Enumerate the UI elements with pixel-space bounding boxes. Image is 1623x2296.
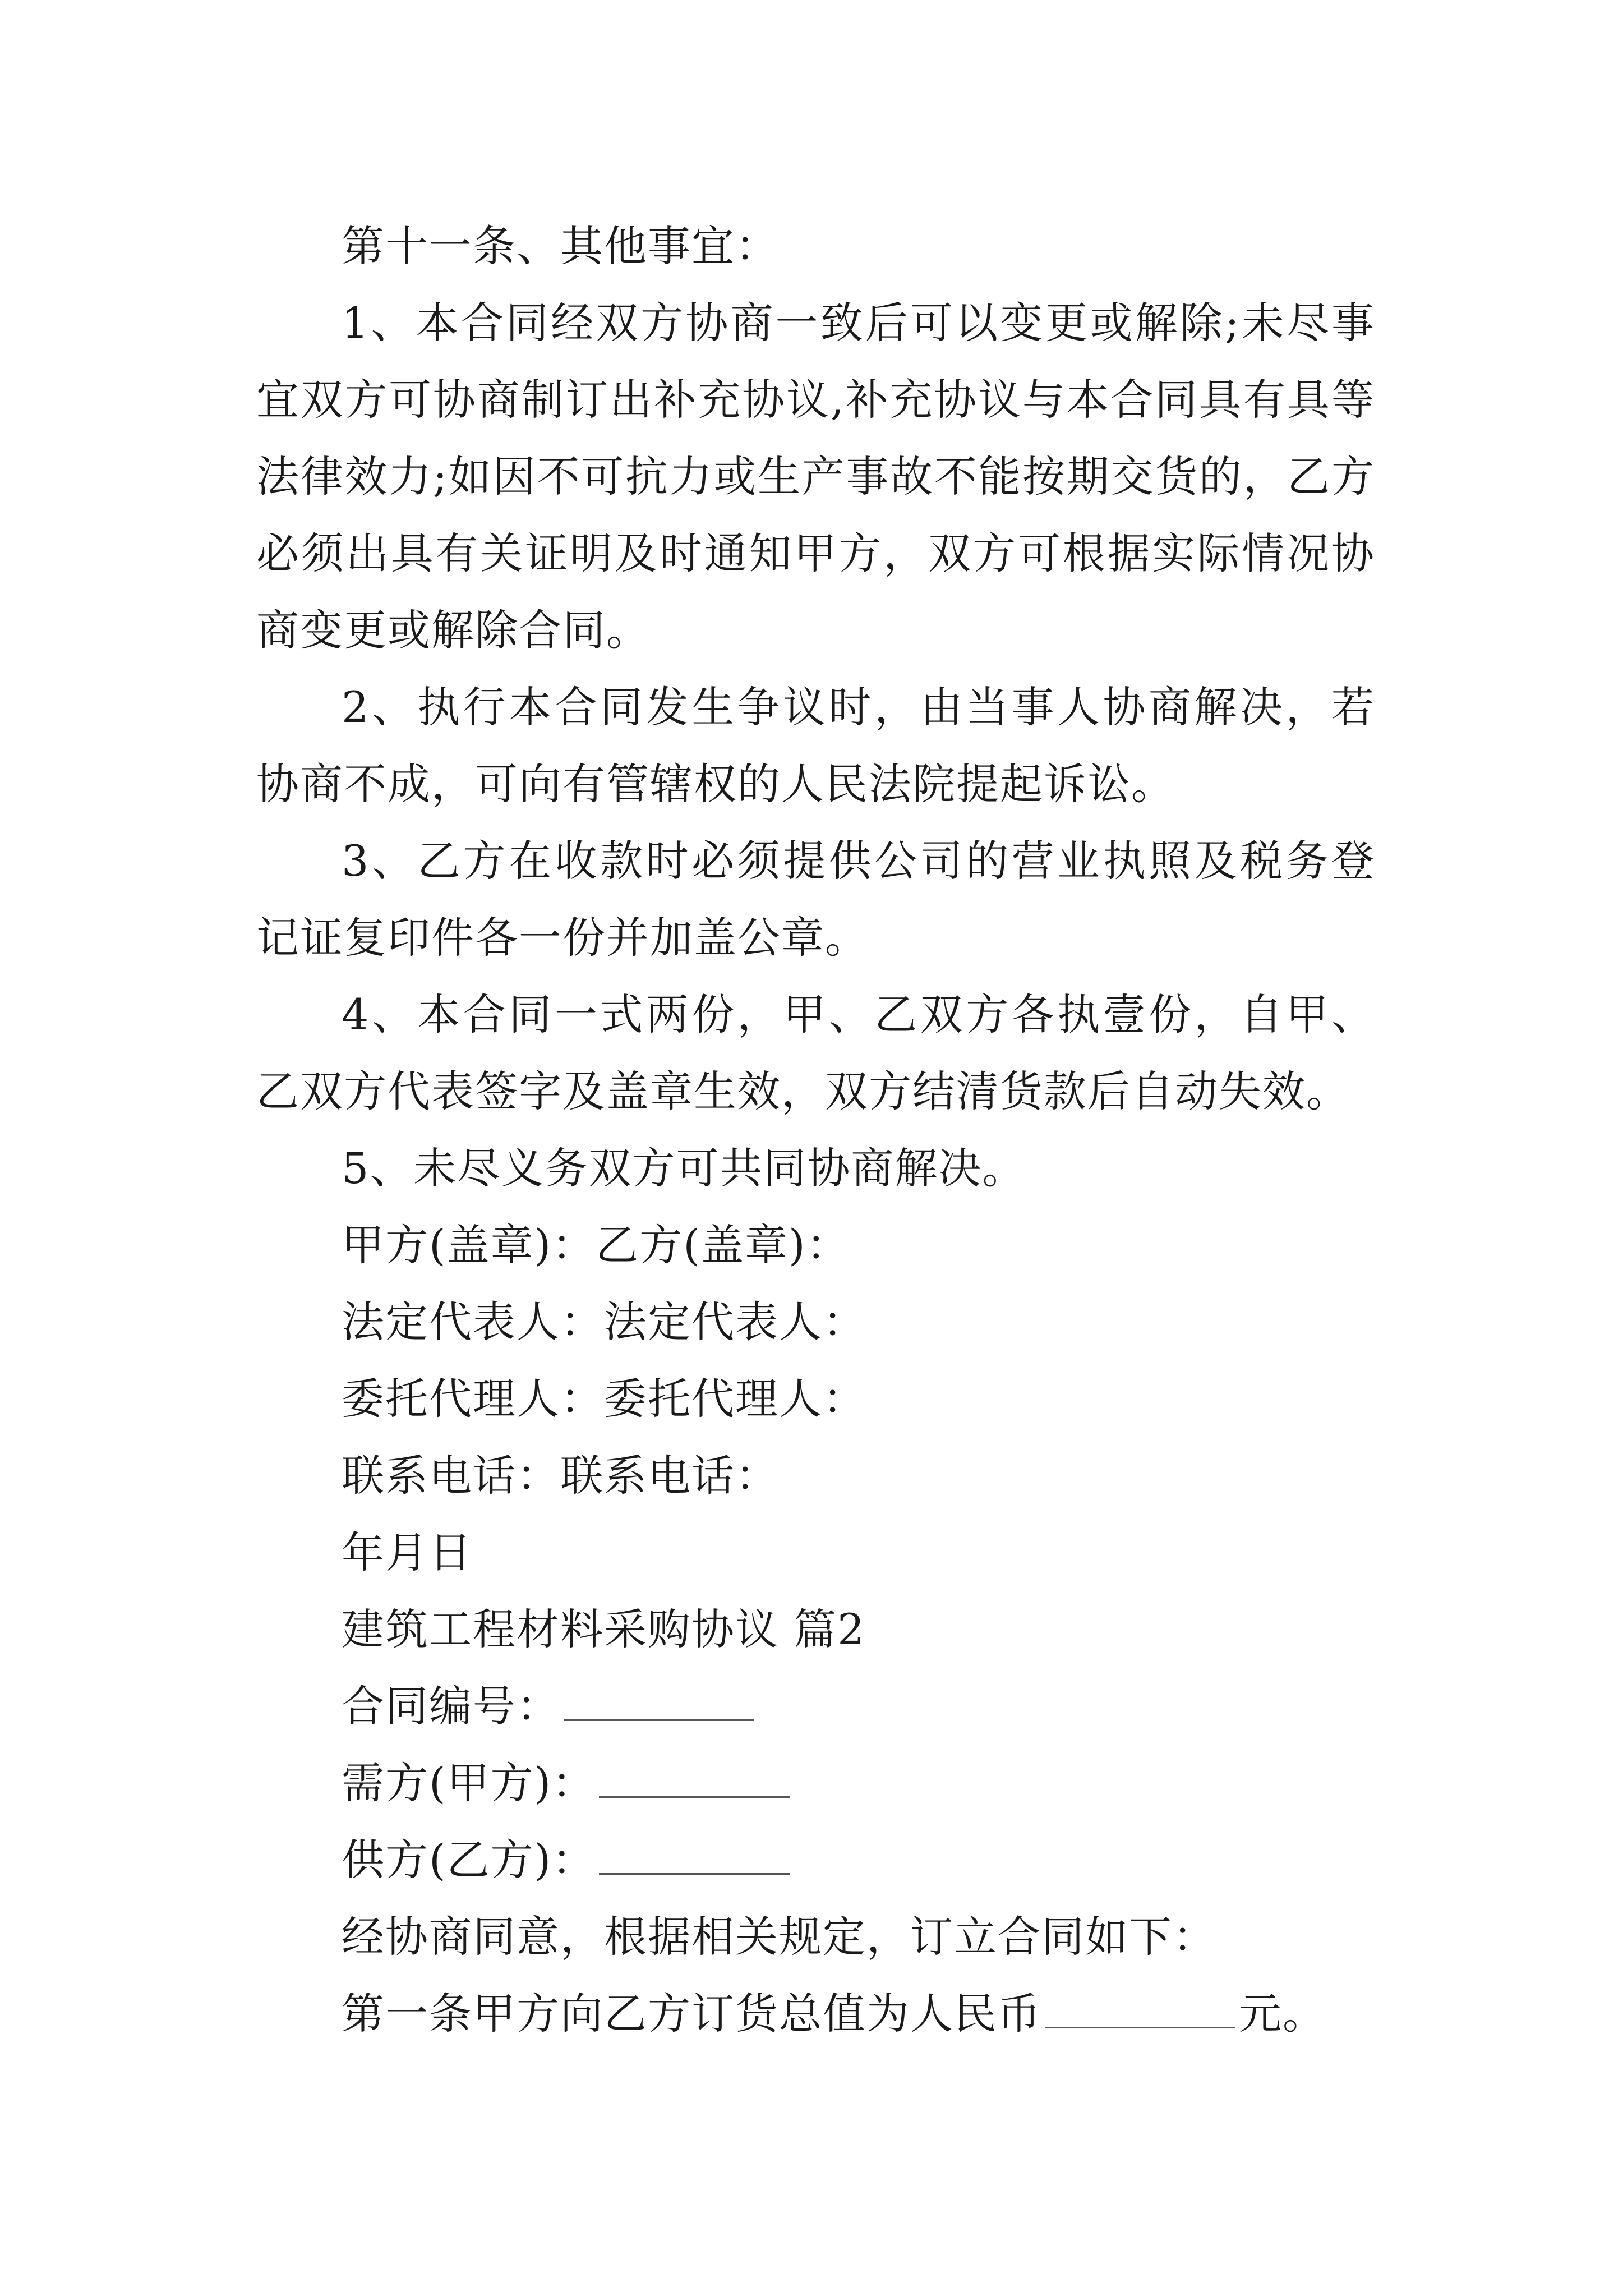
section-heading: 第十一条、其他事宜： — [342, 221, 779, 271]
intro-line: 经协商同意，根据相关规定，订立合同如下： — [342, 1912, 1216, 1962]
article-1-suffix: 元。 — [1239, 1989, 1326, 2039]
signature-agent: 委托代理人：委托代理人： — [342, 1374, 866, 1424]
signature-legal-rep: 法定代表人：法定代表人： — [342, 1297, 866, 1347]
supplier-blank — [599, 1828, 790, 1875]
clause-2: 2、执行本合同发生争议时，由当事人协商解决，若协商不成，可向有管辖权的人民法院提起诉讼。 — [256, 682, 1375, 809]
contract-number-blank — [564, 1674, 754, 1721]
buyer-row — [256, 1745, 1375, 1821]
clause-5: 5、未尽义务双方可共同协商解决。 — [342, 1143, 1026, 1193]
supplier-row — [256, 1821, 1375, 1898]
buyer-label: 需方(甲方)： — [342, 1758, 596, 1808]
article-1-row — [256, 1975, 1375, 2052]
document-body — [256, 208, 1375, 2052]
section-2-title: 建筑工程材料采购协议 篇2 — [342, 1604, 866, 1654]
contract-number-label: 合同编号： — [342, 1681, 560, 1731]
article-1-prefix: 第一条甲方向乙方订货总值为人民币 — [342, 1989, 1041, 2039]
clause-4: 4、本合同一式两份，甲、乙双方各执壹份，自甲、乙双方代表签字及盖章生效，双方结清货款后自动失效。 — [256, 990, 1375, 1116]
buyer-blank — [599, 1751, 790, 1798]
signature-phone: 联系电话：联系电话： — [342, 1451, 779, 1501]
supplier-label: 供方(乙方)： — [342, 1835, 596, 1885]
clause-3: 3、乙方在收款时必须提供公司的营业执照及税务登记证复印件各一份并加盖公章。 — [256, 836, 1375, 963]
clause-1: 1、本合同经双方协商一致后可以变更或解除;未尽事宜双方可协商制订出补充协议,补充协议与本合同具有具等法律效力;如因不可抗力或生产事故不能按期交货的，乙方必须出具有关证明及时通知甲方，双方可根据实际情况协商变更或解除合同。 — [256, 298, 1375, 655]
signature-date: 年月日 — [342, 1527, 473, 1577]
amount-blank — [1045, 1982, 1235, 2028]
signature-party-seal: 甲方(盖章)：乙方(盖章)： — [342, 1220, 850, 1270]
contract-number-row — [256, 1668, 1375, 1745]
